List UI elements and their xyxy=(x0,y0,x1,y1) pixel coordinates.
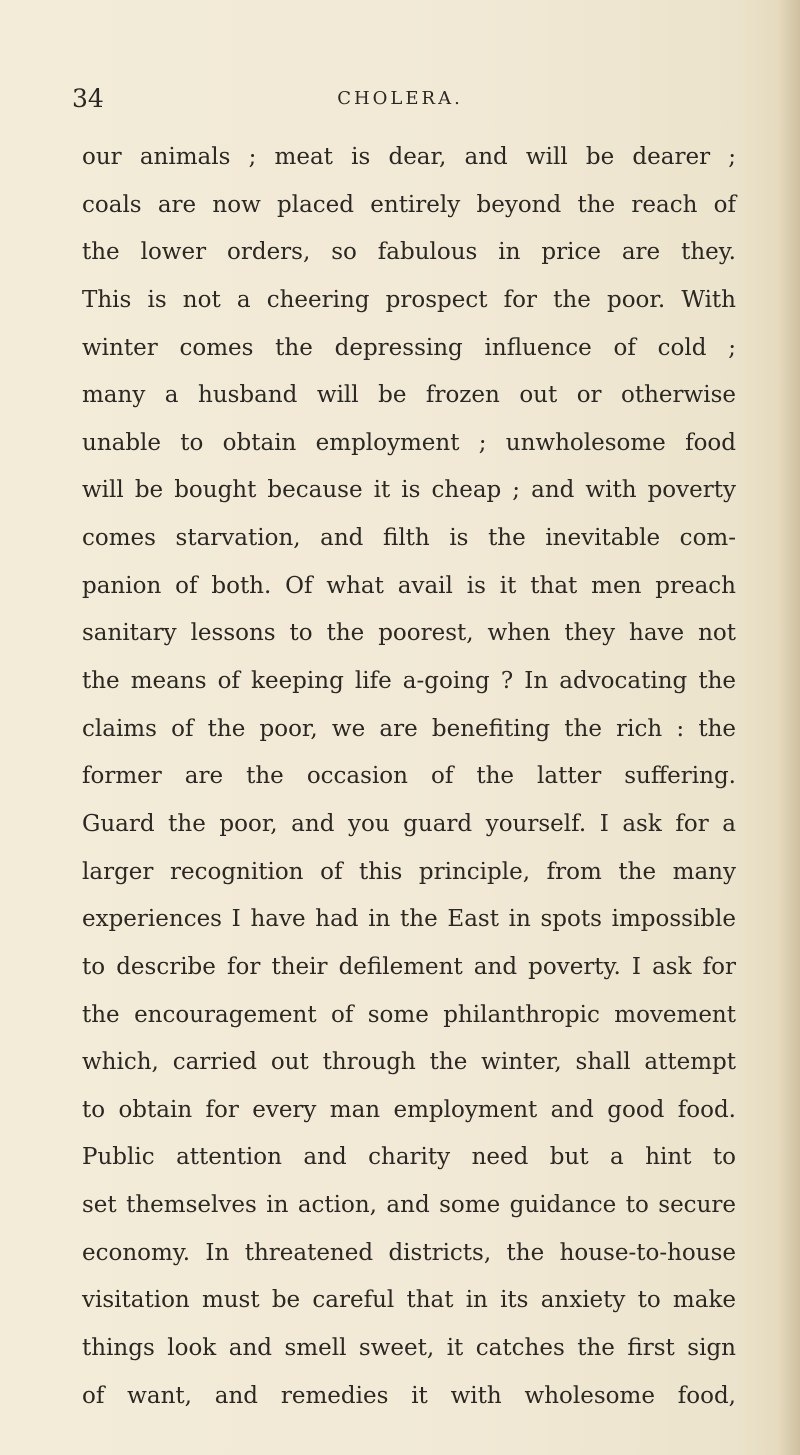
text-line: former are the occasion of the latter suffering. xyxy=(82,763,736,790)
text-line: the lower orders, so fabulous in price are they. xyxy=(82,239,736,266)
text-line: coals are now placed entirely beyond the reach of xyxy=(82,191,736,218)
text-line: claims of the poor, we are benefiting the rich : the xyxy=(82,715,736,742)
text-line: the means of keeping life a-going ? In advocating the xyxy=(82,668,736,695)
text-line: visitation must be careful that in its anxiety to make xyxy=(82,1287,736,1314)
page-edge-shadow xyxy=(778,0,800,1455)
text-line: our animals ; meat is dear, and will be dearer ; xyxy=(82,144,736,170)
text-line: Guard the poor, and you guard yourself. I ask for a xyxy=(82,810,736,837)
text-line: many a husband will be frozen out or otherwise xyxy=(82,382,736,409)
text-line: experiences I have had in the East in spots impossible xyxy=(82,906,736,933)
text-line: to describe for their defilement and poverty. I ask for xyxy=(82,953,736,980)
text-line: economy. In threatened districts, the house-to-house xyxy=(82,1239,736,1266)
text-line: This is not a cheering prospect for the poor. With xyxy=(82,286,736,313)
text-line: set themselves in action, and some guidance to secure xyxy=(82,1192,736,1219)
text-line: to obtain for every man employment and good food. xyxy=(82,1096,736,1123)
text-line: sanitary lessons to the poorest, when they have not xyxy=(82,620,736,647)
text-line: which, carried out through the winter, shall attempt xyxy=(82,1049,736,1076)
page-number: 34 xyxy=(72,84,104,113)
text-line: will be bought because it is cheap ; and with poverty xyxy=(82,477,736,504)
text-line: winter comes the depressing influence of cold ; xyxy=(82,334,736,361)
text-line: things look and smell sweet, it catches the first sign xyxy=(82,1335,736,1362)
body-text xyxy=(82,134,736,1420)
text-line: larger recognition of this principle, from the many xyxy=(82,858,736,885)
running-head: CHOLERA. xyxy=(337,88,463,109)
text-line: Public attention and charity need but a hint to xyxy=(82,1144,736,1171)
text-line: comes starvation, and filth is the inevitable com- xyxy=(82,525,736,552)
text-line: the encouragement of some philanthropic movement xyxy=(82,1001,736,1028)
text-line: panion of both. Of what avail is it that men preach xyxy=(82,572,736,599)
text-line: of want, and remedies it with wholesome food, xyxy=(82,1382,736,1409)
text-line: unable to obtain employment ; unwholesome food xyxy=(82,429,736,456)
